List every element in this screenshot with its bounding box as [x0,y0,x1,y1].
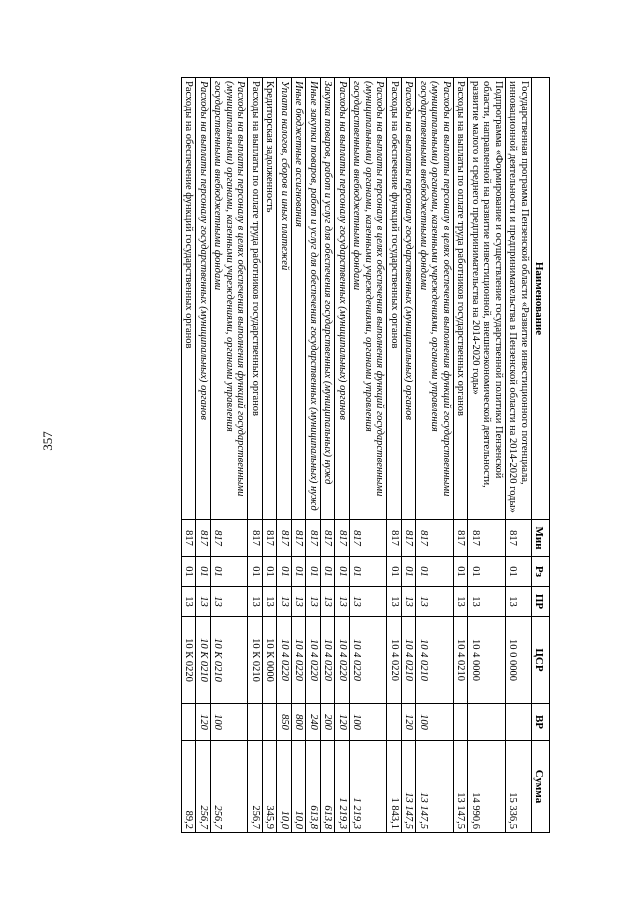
cell-min: 817 [196,520,211,557]
cell-rz: 01 [292,557,307,587]
cell-csr: 10 4 0220 [350,617,388,704]
page-number: 357 [40,431,55,451]
cell-sum: 13 147,5 [402,741,417,833]
cell-name: Расходы на выплаты по оплате труда работников государственных органов [248,78,263,520]
cell-sum: 1 219,3 [335,741,350,833]
cell-min: 817 [306,520,321,557]
cell-rz: 01 [248,557,263,587]
cell-sum: 10,0 [277,741,292,833]
cell-vr [387,704,402,741]
cell-min: 817 [402,520,417,557]
cell-rz: 01 [321,557,336,587]
cell-csr: 10 4 0220 [321,617,336,704]
cell-sum: 613,8 [321,741,336,833]
cell-vr: 800 [292,704,307,741]
cell-csr: 10 4 0000 [468,617,506,704]
budget-table-sheet [181,77,550,832]
cell-vr: 200 [321,704,336,741]
cell-vr: 120 [335,704,350,741]
cell-rz: 01 [416,557,454,587]
cell-min: 817 [350,520,388,557]
table-row [211,78,249,833]
cell-min: 817 [182,520,197,557]
cell-csr: 10 4 0220 [335,617,350,704]
table-row [263,78,278,833]
cell-pr: 13 [292,587,307,617]
cell-name: Расходы на выплаты персоналу в целях обеспечения выполнения функций государственными (муниципальными) органами, казенными учреждениями, органами управления государственными внебюджетными фондами [416,78,454,520]
cell-vr: 100 [211,704,249,741]
cell-sum: 613,8 [306,741,321,833]
cell-name: Государственная программа Пензенской области «Развитие инвестиционного потенциала, инновационной деятельности и предпринимательства в Пензенской области на 2014-2020 годы» [506,78,532,520]
cell-rz: 01 [387,557,402,587]
cell-vr [263,704,278,741]
table-row [416,78,454,833]
cell-rz: 01 [277,557,292,587]
cell-pr: 13 [387,587,402,617]
cell-name: Подпрограмма «Формирование и осуществление государственной политики Пензенской области, направленной на развитие инвестиционной, внешнеэкономической деятельности, развитие малого и среднего предпринимательства на 2014-2020 годы» [468,78,506,520]
cell-pr: 13 [454,587,469,617]
cell-min: 817 [263,520,278,557]
budget-table [181,77,550,833]
cell-name: Расходы на выплаты персоналу в целях обеспечения выполнения функций государственными (муниципальными) органами, казенными учреждениями, органами управления государственными внебюджетными фондами [211,78,249,520]
cell-rz: 01 [468,557,506,587]
cell-csr: 10 К 0210 [248,617,263,704]
cell-sum: 13 147,5 [416,741,454,833]
cell-pr: 13 [263,587,278,617]
cell-min: 817 [416,520,454,557]
cell-name: Кредиторская задолженность [263,78,278,520]
cell-sum: 1 219,3 [350,741,388,833]
cell-pr: 13 [350,587,388,617]
cell-rz: 01 [263,557,278,587]
cell-name: Иные закупки товаров, работ и услуг для обеспечения государственных (муниципальных) нужд [306,78,321,520]
table-header-row [532,78,550,833]
cell-rz: 01 [350,557,388,587]
cell-vr [182,704,197,741]
cell-min: 817 [454,520,469,557]
cell-min: 817 [321,520,336,557]
cell-min: 817 [468,520,506,557]
header-min: Мин [532,520,550,557]
cell-pr: 13 [506,587,532,617]
cell-sum: 1 843,1 [387,741,402,833]
table-row [248,78,263,833]
cell-name: Расходы на выплаты персоналу государственных (муниципальных) органов [335,78,350,520]
table-row [506,78,532,833]
table-row [321,78,336,833]
cell-csr: 10 4 0210 [454,617,469,704]
cell-sum: 256,7 [211,741,249,833]
header-pr: ПР [532,587,550,617]
cell-name: Иные бюджетные ассигнования [292,78,307,520]
cell-vr [468,704,506,741]
cell-vr: 240 [306,704,321,741]
cell-vr: 100 [350,704,388,741]
header-rz: Рз [532,557,550,587]
cell-pr: 13 [248,587,263,617]
cell-csr: 10 4 0220 [387,617,402,704]
cell-pr: 13 [416,587,454,617]
cell-vr: 850 [277,704,292,741]
table-row [350,78,388,833]
table-row [402,78,417,833]
cell-pr: 13 [211,587,249,617]
table-row [277,78,292,833]
cell-min: 817 [292,520,307,557]
cell-min: 817 [387,520,402,557]
cell-pr: 13 [182,587,197,617]
table-row [335,78,350,833]
table-row [196,78,211,833]
cell-vr [506,704,532,741]
cell-pr: 13 [277,587,292,617]
cell-rz: 01 [402,557,417,587]
cell-csr: 10 4 0210 [402,617,417,704]
cell-name: Уплата налогов, сборов и иных платежей [277,78,292,520]
cell-vr: 120 [196,704,211,741]
cell-sum: 256,7 [248,741,263,833]
cell-sum: 13 147,5 [454,741,469,833]
cell-name: Расходы на выплаты персоналу государственных (муниципальных) органов [402,78,417,520]
cell-vr: 100 [416,704,454,741]
cell-sum: 15 336,5 [506,741,532,833]
cell-pr: 13 [321,587,336,617]
cell-csr: 10 4 0220 [306,617,321,704]
cell-rz: 01 [196,557,211,587]
cell-csr: 10 К 0210 [211,617,249,704]
cell-min: 817 [211,520,249,557]
cell-sum: 10,0 [292,741,307,833]
cell-min: 817 [248,520,263,557]
cell-vr [248,704,263,741]
header-name: Наименование [532,78,550,520]
cell-vr [454,704,469,741]
cell-rz: 01 [335,557,350,587]
cell-rz: 01 [306,557,321,587]
table-row [292,78,307,833]
cell-sum: 14 990,6 [468,741,506,833]
cell-pr: 13 [402,587,417,617]
header-csr: ЦСР [532,617,550,704]
cell-csr: 10 К 0220 [182,617,197,704]
table-row [306,78,321,833]
cell-sum: 345,9 [263,741,278,833]
table-row [387,78,402,833]
header-vr: ВР [532,704,550,741]
cell-csr: 10 0 0000 [506,617,532,704]
cell-csr: 10 4 0210 [416,617,454,704]
cell-name: Закупка товаров, работ и услуг для обеспечения государственных (муниципальных) нужд [321,78,336,520]
header-sum: Сумма [532,741,550,833]
cell-csr: 10 4 0220 [292,617,307,704]
cell-sum: 256,7 [196,741,211,833]
cell-csr: 10 4 0220 [277,617,292,704]
cell-pr: 13 [468,587,506,617]
cell-sum: 89,2 [182,741,197,833]
cell-rz: 01 [454,557,469,587]
cell-name: Расходы на обеспечение функций государственных органов [387,78,402,520]
table-row [454,78,469,833]
table-row [182,78,197,833]
cell-min: 817 [335,520,350,557]
cell-vr: 120 [402,704,417,741]
cell-rz: 01 [506,557,532,587]
cell-name: Расходы на выплаты по оплате труда работников государственных органов [454,78,469,520]
cell-csr: 10 К 0210 [196,617,211,704]
cell-name: Расходы на выплаты персоналу в целях обеспечения выполнения функций государственными (муниципальными) органами, казенными учреждениями, органами управления государственными внебюджетными фондами [350,78,388,520]
cell-name: Расходы на выплаты персоналу государственных (муниципальных) органов [196,78,211,520]
cell-name: Расходы на обеспечение функций государственных органов [182,78,197,520]
cell-pr: 13 [196,587,211,617]
cell-rz: 01 [182,557,197,587]
cell-min: 817 [506,520,532,557]
cell-csr: 10 К 0000 [263,617,278,704]
cell-pr: 13 [335,587,350,617]
cell-pr: 13 [306,587,321,617]
cell-min: 817 [277,520,292,557]
cell-rz: 01 [211,557,249,587]
table-row [468,78,506,833]
